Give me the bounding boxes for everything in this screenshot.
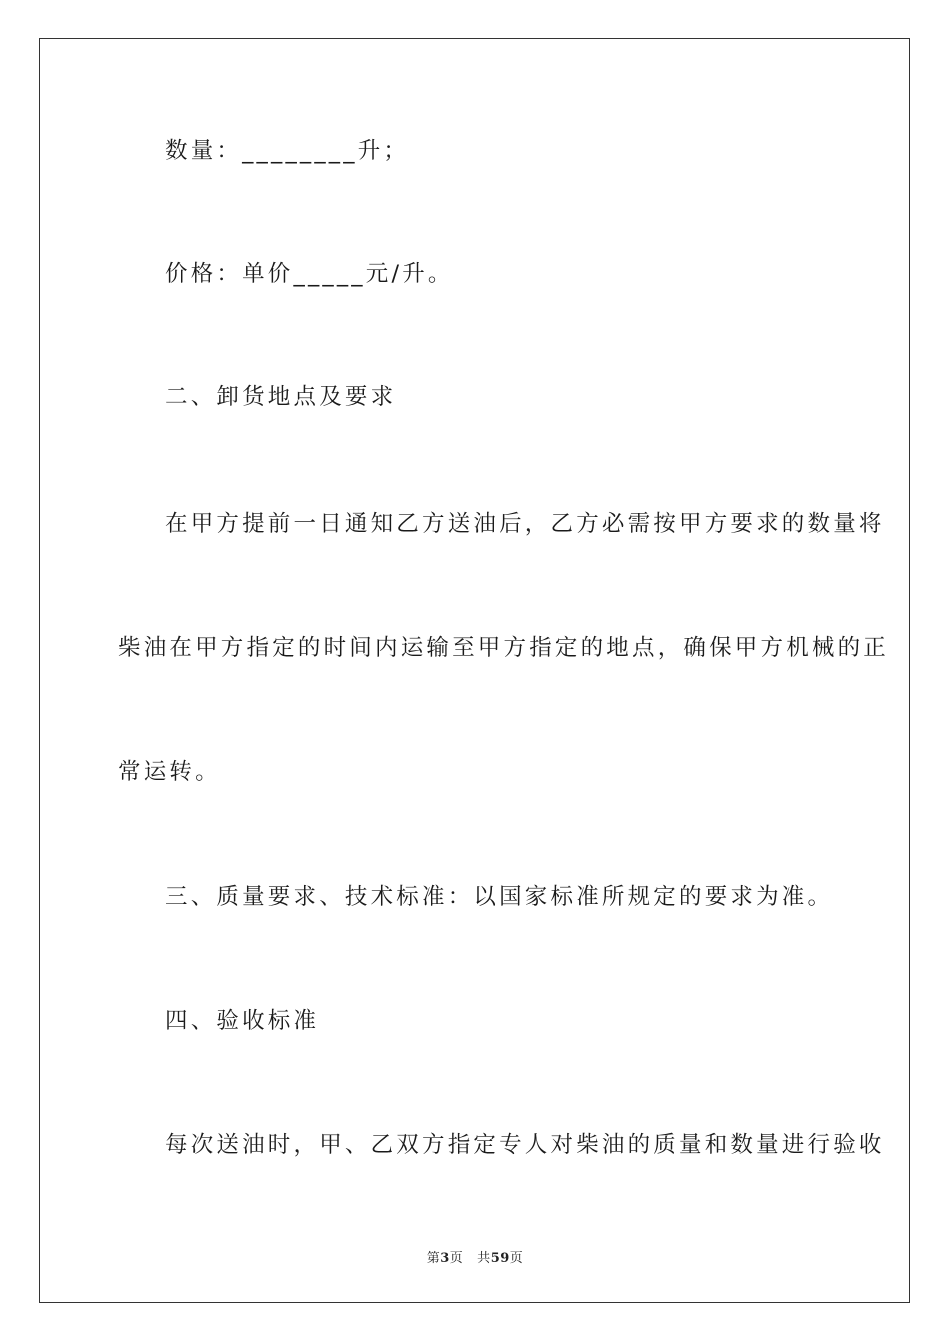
paragraph-line: 在甲方提前一日通知乙方送油后，乙方必需按甲方要求的数量将: [165, 511, 885, 537]
paragraph-line: 常运转。: [118, 759, 221, 785]
section-4-heading: 四、验收标准: [165, 1008, 320, 1034]
quantity-line: 数量：________升；: [165, 138, 410, 164]
current-page-number: 3: [440, 1251, 450, 1266]
section-2-heading: 二、卸货地点及要求: [165, 384, 397, 410]
total-pages-number: 59: [490, 1251, 510, 1266]
page-footer: [0, 1247, 950, 1266]
footer-page-unit: 页: [449, 1251, 464, 1266]
page-border: [39, 38, 910, 1303]
price-line: 价格：单价_____元/升。: [165, 261, 454, 287]
paragraph-line: 柴油在甲方指定的时间内运输至甲方指定的地点，确保甲方机械的正: [118, 635, 890, 661]
footer-prefix: 第: [426, 1251, 441, 1266]
section-3-heading: 三、质量要求、技术标准：以国家标准所规定的要求为准。: [165, 884, 834, 910]
footer-total-prefix: 共: [477, 1251, 491, 1266]
paragraph-line: 每次送油时，甲、乙双方指定专人对柴油的质量和数量进行验收: [165, 1132, 885, 1158]
footer-total-unit: 页: [509, 1251, 524, 1266]
